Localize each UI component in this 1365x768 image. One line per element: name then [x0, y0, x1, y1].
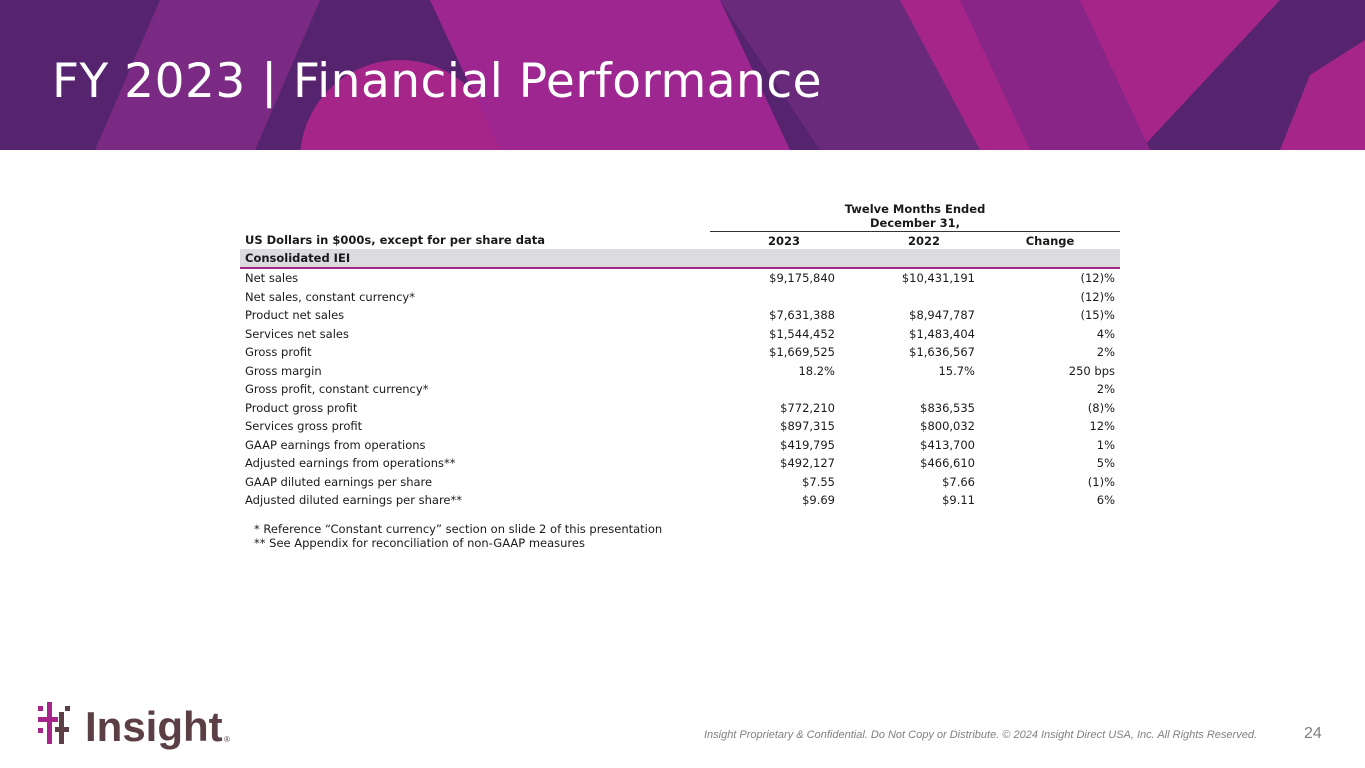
value-2022: $413,700 — [920, 437, 975, 452]
insight-logo-icon — [38, 702, 70, 744]
header-banner — [0, 0, 1365, 150]
table-row — [240, 268, 1120, 288]
value-change: (12)% — [1080, 271, 1115, 286]
value-change: (8)% — [1087, 400, 1115, 415]
value-change: 2% — [1096, 345, 1115, 360]
legal-notice: Insight Proprietary & Confidential. Do Not Copy or Distribute. © 2024 Insight Direct USA, Inc. All Rights Reserved. — [703, 729, 1257, 741]
registered-mark: ® — [224, 735, 230, 744]
value-2022: $10,431,191 — [901, 271, 975, 286]
row-label: GAAP earnings from operations — [245, 437, 426, 452]
period-header — [710, 200, 1120, 232]
col-header-2022: 2022 — [907, 233, 940, 248]
value-change: (12)% — [1080, 289, 1115, 304]
value-2022: $836,535 — [920, 400, 975, 415]
row-label: Adjusted earnings from operations** — [245, 456, 456, 471]
row-label: Gross profit — [245, 345, 312, 360]
value-2023: $492,127 — [780, 456, 835, 471]
value-2023: $7,631,388 — [769, 308, 835, 323]
row-label: Net sales, constant currency* — [245, 289, 415, 304]
table-row — [240, 436, 1120, 455]
value-2022: $800,032 — [920, 419, 975, 434]
table-row — [240, 491, 1120, 510]
financial-table — [240, 200, 1120, 510]
table-row — [240, 306, 1120, 325]
row-label: GAAP diluted earnings per share — [245, 474, 433, 489]
value-change: 6% — [1096, 493, 1115, 508]
value-change: 5% — [1096, 456, 1115, 471]
value-2023: $419,795 — [780, 437, 835, 452]
period-header-line2: December 31, — [869, 216, 961, 230]
col-header-2023: 2023 — [767, 233, 800, 248]
value-2022 — [840, 380, 980, 399]
value-2023: $772,210 — [780, 400, 835, 415]
table-row — [240, 454, 1120, 473]
row-label: Gross profit, constant currency* — [245, 382, 429, 397]
value-change: 250 bps — [1068, 363, 1115, 378]
row-label: Gross margin — [245, 363, 322, 378]
value-2022: $1,636,567 — [909, 345, 975, 360]
value-change: 1% — [1096, 437, 1115, 452]
value-2022 — [840, 288, 980, 307]
value-change: 4% — [1096, 326, 1115, 341]
row-label: Adjusted diluted earnings per share** — [245, 493, 463, 508]
value-2022: 15.7% — [938, 363, 975, 378]
value-change: 2% — [1096, 382, 1115, 397]
value-2023: $897,315 — [780, 419, 835, 434]
section-row — [240, 249, 1120, 268]
table-row — [240, 362, 1120, 381]
value-2023 — [710, 288, 840, 307]
row-label: Net sales — [245, 271, 299, 286]
column-header-row — [240, 232, 1120, 250]
value-change: (15)% — [1080, 308, 1115, 323]
units-label: US Dollars in $000s, except for per share data — [245, 233, 545, 248]
insight-logo-text: Insight — [85, 703, 223, 750]
row-label: Product net sales — [245, 308, 345, 323]
value-change: (1)% — [1087, 474, 1115, 489]
row-label: Product gross profit — [245, 400, 358, 415]
value-2022: $9.11 — [942, 493, 975, 508]
value-2022: $1,483,404 — [909, 326, 975, 341]
value-change: 12% — [1089, 419, 1115, 434]
table-row — [240, 399, 1120, 418]
value-2022: $8,947,787 — [909, 308, 975, 323]
row-label: Services gross profit — [245, 419, 363, 434]
period-header-line1: Twelve Months Ended — [844, 202, 986, 216]
insight-logo — [37, 700, 237, 750]
table-row — [240, 288, 1120, 307]
row-label: Services net sales — [245, 326, 349, 341]
value-2023: $1,544,452 — [769, 326, 835, 341]
value-2022: $7.66 — [942, 474, 975, 489]
footnote-1: * Reference “Constant currency” section on slide 2 of this presentation — [254, 522, 663, 536]
value-2023: $1,669,525 — [769, 345, 835, 360]
value-2023 — [710, 380, 840, 399]
footnotes — [254, 522, 662, 550]
footnote-2: ** See Appendix for reconciliation of non-GAAP measures — [254, 536, 585, 550]
table-row — [240, 417, 1120, 436]
value-2022: $466,610 — [920, 456, 975, 471]
value-2023: $7.55 — [802, 474, 835, 489]
value-2023: $9,175,840 — [769, 271, 835, 286]
blank-header-cell — [240, 200, 710, 232]
section-label: Consolidated IEI — [240, 249, 1120, 268]
page-number: 24 — [1304, 725, 1322, 742]
table-row — [240, 343, 1120, 362]
table-row — [240, 380, 1120, 399]
slide-title: FY 2023 | Financial Performance — [52, 54, 823, 109]
table-row — [240, 325, 1120, 344]
table-row — [240, 473, 1120, 492]
value-2023: 18.2% — [798, 363, 835, 378]
group-header-row — [240, 200, 1120, 232]
col-header-change: Change — [1025, 233, 1075, 248]
value-2023: $9.69 — [802, 493, 835, 508]
